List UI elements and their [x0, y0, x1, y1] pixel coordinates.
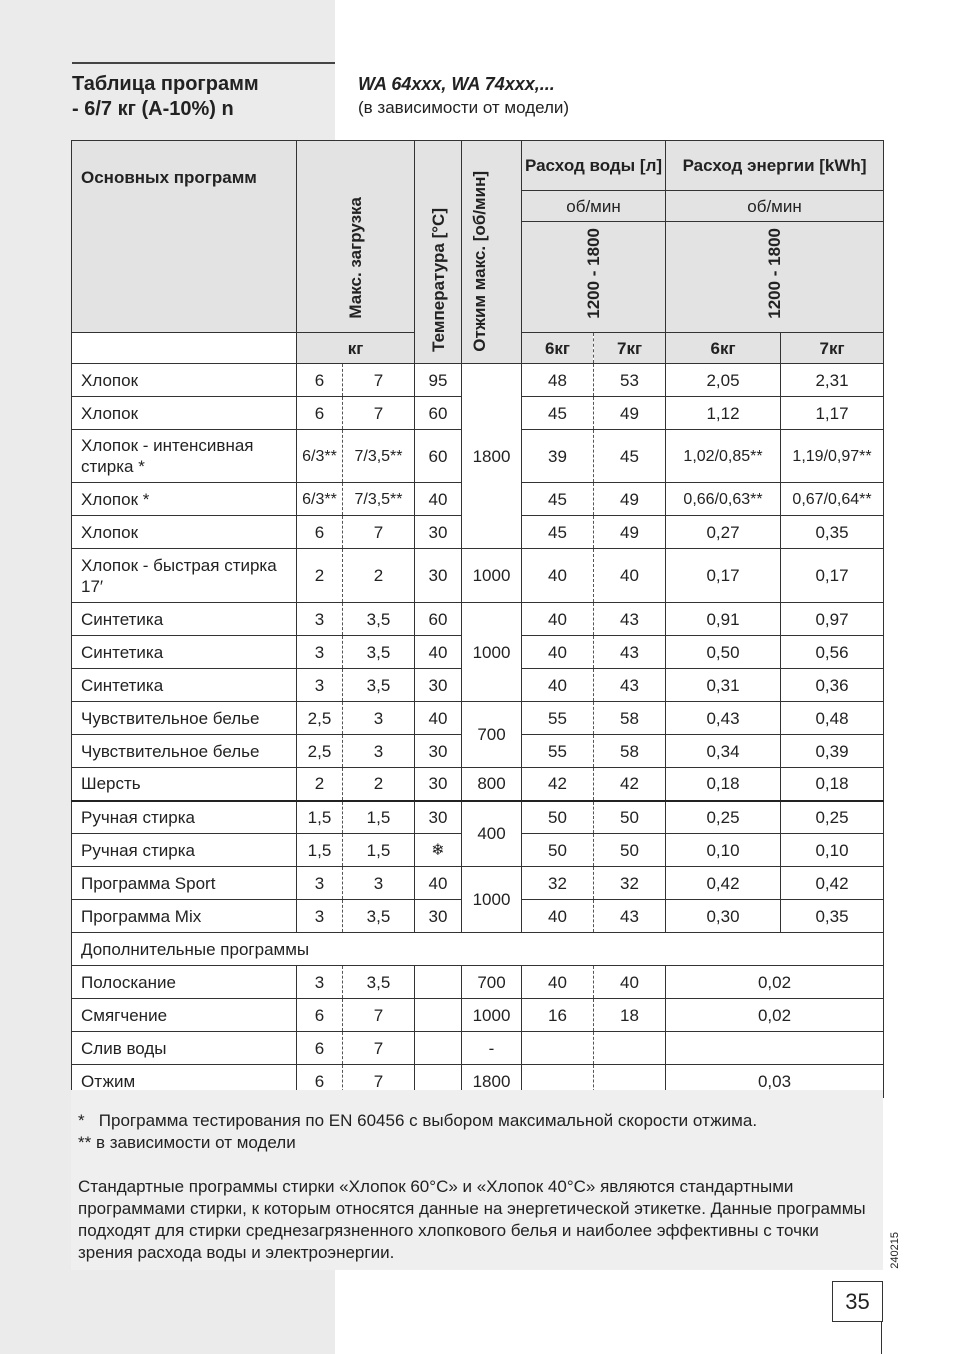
temperature: 30 — [415, 516, 462, 549]
energy-6kg: 0,18 — [666, 768, 781, 801]
program-name: Хлопок — [72, 364, 297, 397]
energy-rpm-range-label: 1200 - 1800 — [765, 228, 785, 319]
program-name: Слив воды — [72, 1032, 297, 1065]
load-6kg: 3 — [297, 966, 343, 999]
water-7kg: 45 — [594, 430, 666, 483]
header-water-rpm-range — [522, 222, 666, 333]
load-7kg: 3,5 — [343, 900, 415, 933]
water-6kg: 45 — [522, 397, 594, 430]
load-6kg: 6 — [297, 1065, 343, 1098]
energy-6kg: 0,91 — [666, 603, 781, 636]
load-7kg: 7/3,5** — [343, 430, 415, 483]
page-number: 35 — [832, 1281, 883, 1322]
temperature: 60 — [415, 430, 462, 483]
water-6kg: 40 — [522, 636, 594, 669]
header-spin-max — [462, 141, 522, 364]
load-7kg: 3,5 — [343, 966, 415, 999]
load-6kg: 6 — [297, 397, 343, 430]
load-6kg: 2 — [297, 549, 343, 603]
table-row — [72, 549, 884, 603]
water-6kg: 32 — [522, 867, 594, 900]
load-7kg: 7 — [343, 1032, 415, 1065]
energy-7kg: 0,42 — [781, 867, 884, 900]
header-energy: Расход энергии [kWh] — [666, 141, 884, 191]
header-energy-7kg: 7кг — [781, 333, 884, 364]
water-7kg: 18 — [594, 999, 666, 1032]
load-7kg: 7 — [343, 1065, 415, 1098]
water-7kg: 58 — [594, 702, 666, 735]
load-7kg: 3 — [343, 867, 415, 900]
energy-7kg: 0,18 — [781, 768, 884, 801]
temperature: 30 — [415, 801, 462, 834]
program-name: Чувствительное белье — [72, 735, 297, 768]
page-number-rule — [881, 1321, 882, 1354]
spin-speed: 1000 — [462, 603, 522, 702]
energy-7kg: 2,31 — [781, 364, 884, 397]
program-table — [71, 140, 884, 1098]
table-row — [72, 999, 884, 1032]
water-6kg: 55 — [522, 702, 594, 735]
water-7kg: 43 — [594, 669, 666, 702]
load-7kg: 7 — [343, 999, 415, 1032]
program-name: Синтетика — [72, 603, 297, 636]
energy-7kg: 1,17 — [781, 397, 884, 430]
program-name: Шерсть — [72, 768, 297, 801]
water-7kg: 32 — [594, 867, 666, 900]
spin-speed: 700 — [462, 966, 522, 999]
water-7kg: 49 — [594, 397, 666, 430]
temperature: 40 — [415, 867, 462, 900]
load-7kg: 7/3,5** — [343, 483, 415, 516]
energy-7kg: 0,35 — [781, 516, 884, 549]
temperature — [415, 1032, 462, 1065]
table-row — [72, 364, 884, 397]
water-7kg: 43 — [594, 900, 666, 933]
program-name: Хлопок — [72, 397, 297, 430]
energy-7kg: 0,25 — [781, 801, 884, 834]
temperature — [415, 999, 462, 1032]
model-block — [358, 72, 569, 120]
load-6kg: 6/3** — [297, 483, 343, 516]
energy-6kg: 1,12 — [666, 397, 781, 430]
water-7kg: 53 — [594, 364, 666, 397]
load-7kg: 3 — [343, 735, 415, 768]
spin-speed: 400 — [462, 801, 522, 867]
model-list: WA 64xxx, WA 74xxx,... — [358, 74, 555, 94]
temperature: 30 — [415, 669, 462, 702]
header-max-load — [297, 141, 415, 333]
load-6kg: 6 — [297, 516, 343, 549]
water-6kg: 40 — [522, 966, 594, 999]
temperature: 95 — [415, 364, 462, 397]
water-7kg: 58 — [594, 735, 666, 768]
load-7kg: 3 — [343, 702, 415, 735]
header-energy-6kg: 6кг — [666, 333, 781, 364]
spin-speed: 700 — [462, 702, 522, 768]
table-row — [72, 801, 884, 834]
load-7kg: 1,5 — [343, 834, 415, 867]
table-row — [72, 603, 884, 636]
temperature: 60 — [415, 603, 462, 636]
section-row — [72, 933, 884, 966]
water-7kg: 49 — [594, 516, 666, 549]
energy: 0,02 — [666, 999, 884, 1032]
water-6kg: 45 — [522, 483, 594, 516]
water-7kg: 43 — [594, 636, 666, 669]
load-6kg: 1,5 — [297, 834, 343, 867]
header-kg: кг — [297, 333, 415, 364]
energy-6kg: 1,02/0,85** — [666, 430, 781, 483]
water-6kg: 40 — [522, 549, 594, 603]
temperature — [415, 966, 462, 999]
energy-7kg: 0,97 — [781, 603, 884, 636]
load-7kg: 7 — [343, 397, 415, 430]
water-6kg: 16 — [522, 999, 594, 1032]
page-title-line-2: - 6/7 кг (A-10%) n — [72, 98, 234, 120]
load-6kg: 3 — [297, 636, 343, 669]
temperature: 30 — [415, 735, 462, 768]
program-name: Отжим — [72, 1065, 297, 1098]
energy-6kg: 0,34 — [666, 735, 781, 768]
standard-programs-note: Стандартные программы стирки «Хлопок 60°C» и «Хлопок 40°C» являются стандартными программами стирки, к которым относятся данные на энергетической этикетке. Данные программы подходят для стирки среднезагрязненного хлопкового белья и наиболее эффективны с точки зрения расхода воды и электроэнергии. — [78, 1177, 866, 1262]
energy-6kg: 0,66/0,63** — [666, 483, 781, 516]
program-name: Синтетика — [72, 669, 297, 702]
table-row — [72, 768, 884, 801]
water-6kg: 50 — [522, 801, 594, 834]
energy-6kg: 0,43 — [666, 702, 781, 735]
energy-7kg: 0,39 — [781, 735, 884, 768]
water-6kg: 55 — [522, 735, 594, 768]
energy-7kg: 0,56 — [781, 636, 884, 669]
header-spin-max-label: Отжим макс. [об/мин] — [469, 171, 489, 352]
load-6kg: 2 — [297, 768, 343, 801]
spin-speed: 1800 — [462, 364, 522, 549]
table-row — [72, 867, 884, 900]
program-name: Чувствительное белье — [72, 702, 297, 735]
program-name: Синтетика — [72, 636, 297, 669]
load-6kg: 3 — [297, 603, 343, 636]
energy-6kg: 0,17 — [666, 549, 781, 603]
water-6kg: 40 — [522, 669, 594, 702]
energy-6kg: 0,27 — [666, 516, 781, 549]
document-code: 240215 — [889, 1232, 901, 1269]
energy-7kg: 0,67/0,64** — [781, 483, 884, 516]
energy-6kg: 0,31 — [666, 669, 781, 702]
header-max-load-label: Макс. загрузка — [346, 197, 365, 319]
footnotes — [71, 1090, 883, 1270]
spin-speed: 1800 — [462, 1065, 522, 1098]
energy-7kg: 0,17 — [781, 549, 884, 603]
program-name: Хлопок — [72, 516, 297, 549]
water-6kg: 40 — [522, 603, 594, 636]
water-6kg: 45 — [522, 516, 594, 549]
load-6kg: 1,5 — [297, 801, 343, 834]
header-water-6kg: 6кг — [522, 333, 594, 364]
energy-7kg: 0,35 — [781, 900, 884, 933]
water-6kg — [522, 1032, 594, 1065]
load-7kg: 1,5 — [343, 801, 415, 834]
header-water-rpm: об/мин — [522, 191, 666, 222]
program-name: Программа Mix — [72, 900, 297, 933]
load-6kg: 3 — [297, 669, 343, 702]
load-6kg: 6 — [297, 999, 343, 1032]
water-7kg: 50 — [594, 801, 666, 834]
program-name: Хлопок - интенсивная стирка * — [72, 430, 297, 483]
temperature: 40 — [415, 702, 462, 735]
spin-speed: 800 — [462, 768, 522, 801]
header-temperature — [415, 141, 462, 364]
header-main-programs: Основных программ — [72, 141, 297, 333]
table-row — [72, 1032, 884, 1065]
energy-6kg: 0,25 — [666, 801, 781, 834]
program-name: Полоскание — [72, 966, 297, 999]
energy: 0,03 — [666, 1065, 884, 1098]
table-row — [72, 702, 884, 735]
model-note: (в зависимости от модели) — [358, 98, 570, 117]
temperature: 40 — [415, 636, 462, 669]
energy-6kg: 0,10 — [666, 834, 781, 867]
header-energy-rpm: об/мин — [666, 191, 884, 222]
load-6kg: 6 — [297, 1032, 343, 1065]
header-empty-cell — [72, 333, 297, 364]
footnote-1: * Программа тестирования по EN 60456 с выбором максимальной скорости отжима. — [78, 1111, 758, 1130]
water-6kg: 39 — [522, 430, 594, 483]
load-7kg: 7 — [343, 516, 415, 549]
energy-6kg: 0,42 — [666, 867, 781, 900]
energy — [666, 1032, 884, 1065]
temperature: 30 — [415, 768, 462, 801]
load-7kg: 3,5 — [343, 669, 415, 702]
temperature: 30 — [415, 900, 462, 933]
energy-7kg: 0,48 — [781, 702, 884, 735]
program-name: Хлопок * — [72, 483, 297, 516]
water-6kg: 48 — [522, 364, 594, 397]
program-name: Хлопок - быстрая стирка 17′ — [72, 549, 297, 603]
water-6kg: 42 — [522, 768, 594, 801]
header-water-7kg: 7кг — [594, 333, 666, 364]
extra-programs-heading: Дополнительные программы — [72, 933, 884, 966]
water-6kg: 50 — [522, 834, 594, 867]
energy-7kg: 1,19/0,97** — [781, 430, 884, 483]
load-6kg: 3 — [297, 867, 343, 900]
program-name: Ручная стирка — [72, 801, 297, 834]
spin-speed: 1000 — [462, 999, 522, 1032]
program-name: Ручная стирка — [72, 834, 297, 867]
program-name: Смягчение — [72, 999, 297, 1032]
water-7kg: 42 — [594, 768, 666, 801]
load-7kg: 2 — [343, 549, 415, 603]
header-energy-rpm-range — [666, 222, 884, 333]
energy-6kg: 0,50 — [666, 636, 781, 669]
load-7kg: 3,5 — [343, 603, 415, 636]
load-7kg: 2 — [343, 768, 415, 801]
footnote-2: ** в зависимости от модели — [78, 1133, 296, 1152]
energy-7kg: 0,36 — [781, 669, 884, 702]
title-block — [72, 62, 335, 122]
load-6kg: 6/3** — [297, 430, 343, 483]
water-7kg: 40 — [594, 966, 666, 999]
temperature: 30 — [415, 549, 462, 603]
spin-speed: - — [462, 1032, 522, 1065]
load-7kg: 3,5 — [343, 636, 415, 669]
water-6kg: 40 — [522, 900, 594, 933]
snowflake-icon: ❄ — [415, 834, 462, 867]
page-title-line-1: Таблица программ — [72, 73, 259, 95]
header-temperature-label: Температура [°C] — [428, 208, 448, 352]
energy: 0,02 — [666, 966, 884, 999]
header-water: Расход воды [л] — [522, 141, 666, 191]
water-rpm-range-label: 1200 - 1800 — [584, 228, 603, 319]
water-7kg: 49 — [594, 483, 666, 516]
table-row — [72, 966, 884, 999]
load-7kg: 7 — [343, 364, 415, 397]
energy-7kg: 0,10 — [781, 834, 884, 867]
load-6kg: 2,5 — [297, 702, 343, 735]
load-6kg: 3 — [297, 900, 343, 933]
load-6kg: 2,5 — [297, 735, 343, 768]
temperature: 60 — [415, 397, 462, 430]
energy-6kg: 2,05 — [666, 364, 781, 397]
spin-speed: 1000 — [462, 867, 522, 933]
program-name: Программа Sport — [72, 867, 297, 900]
spin-speed: 1000 — [462, 549, 522, 603]
water-7kg: 40 — [594, 549, 666, 603]
water-7kg — [594, 1032, 666, 1065]
water-7kg: 43 — [594, 603, 666, 636]
water-7kg: 50 — [594, 834, 666, 867]
temperature: 40 — [415, 483, 462, 516]
energy-6kg: 0,30 — [666, 900, 781, 933]
load-6kg: 6 — [297, 364, 343, 397]
